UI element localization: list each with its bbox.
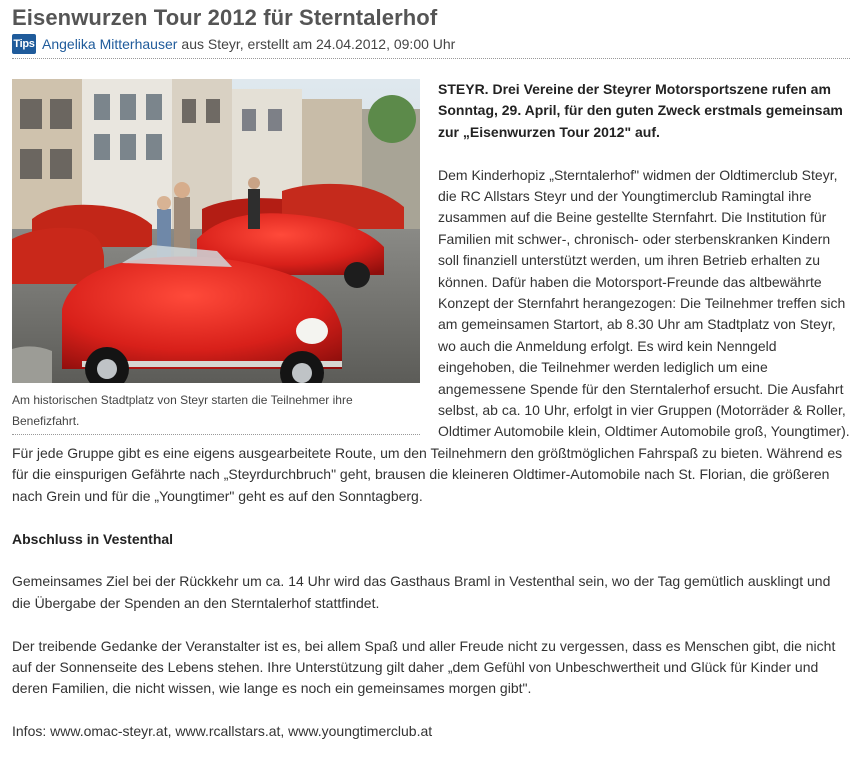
article-lead: STEYR. Drei Vereine der Steyrer Motorsportszene rufen am Sonntag, 29. April, für den guten Zweck erstmals gemeinsam zur „Eisenwurzen Tour 2012" auf.	[438, 81, 843, 140]
article-paragraph-3: Der treibende Gedanke der Veranstalter ist es, bei allem Spaß und aller Freude nicht zu vergessen, dass es Menschen gibt, die nicht auf der Sonnenseite des Lebens stehen. Ihre Unterstützung gilt daher „dem Gefühl von Unbeschwertheit und Glück für Kinder und deren Familien, die nicht wissen, wie lange es noch ein gemeinsames morgen gibt".	[12, 637, 836, 697]
photo-float-spacer	[12, 79, 438, 437]
byline-meta: aus Steyr, erstellt am 24.04.2012, 09:00 Uhr	[181, 36, 456, 52]
article-body	[12, 79, 852, 764]
title-divider	[12, 58, 850, 59]
photo-caption: Am historischen Stadtplatz von Steyr starten die Teilnehmer ihre Benefizfahrt.	[12, 393, 353, 428]
byline	[12, 33, 850, 55]
article-paragraph-2: Gemeinsames Ziel bei der Rückkehr um ca. 14 Uhr wird das Gasthaus Braml in Vestenthal sein, wo der Tag gemütlich ausklingt und die Übergabe der Spenden an den Sterntalerhof stattfindet.	[12, 573, 831, 611]
tips-logo[interactable]: Tips	[12, 34, 36, 54]
article-title: Eisenwurzen Tour 2012 für Sterntalerhof	[12, 5, 438, 30]
author-link[interactable]: Angelika Mitterhauser	[42, 36, 178, 52]
article-infos: Infos: www.omac-steyr.at, www.rcallstars.at, www.youngtimerclub.at	[12, 723, 433, 740]
article-subheading: Abschluss in Vestenthal	[12, 530, 174, 547]
article-paragraph-1: Dem Kinderhopiz „Sterntalerhof" widmen der Oldtimerclub Steyr, die RC Allstars Steyr und der Youngtimerclub Ramingtal ihre zusammen auf die Beine gestellte Sternfahrt. Die Institution für Familien mit schwer-, chronisch- oder sterbenskranken Kindern soll finanziell unterstützt werden, um ihren Betrieb erhalten zu können. Dafür haben die Motorsport-Freunde das altbewährte Konzept der Sternfahrt herangezogen: Die Teilnehmer treffen sich am gemeinsamen Startort, ab 8.30 Uhr am Stadtplatz von Steyr, wo auch die Anmeldung erfolgt. Es wird kein Nenngeld eingehoben, die Teilnehmer werden lediglich um eine angemessene Spende für den Sterntalerhof ersucht. Die Ausfahrt selbst, ab ca. 10 Uhr, erfolgt in vier Gruppen (Motorräder & Roller, Oldtimer Automobile klein, Oldtimer Automobile groß, Youngtimer). Für jede Gruppe gibt es eine eigens ausgearbeitete Route, um den Teilnehmern den größtmöglichen Fahrspaß zu bieten. Während es für die einspurigen Gefährte nach „Steyrdurchbruch" geht, brausen die kleineren Oldtimer-Automobile nach St. Florian, die größeren nach Grein und für die „Youngtimer" geht es auf den Sonntagberg.	[12, 166, 850, 504]
